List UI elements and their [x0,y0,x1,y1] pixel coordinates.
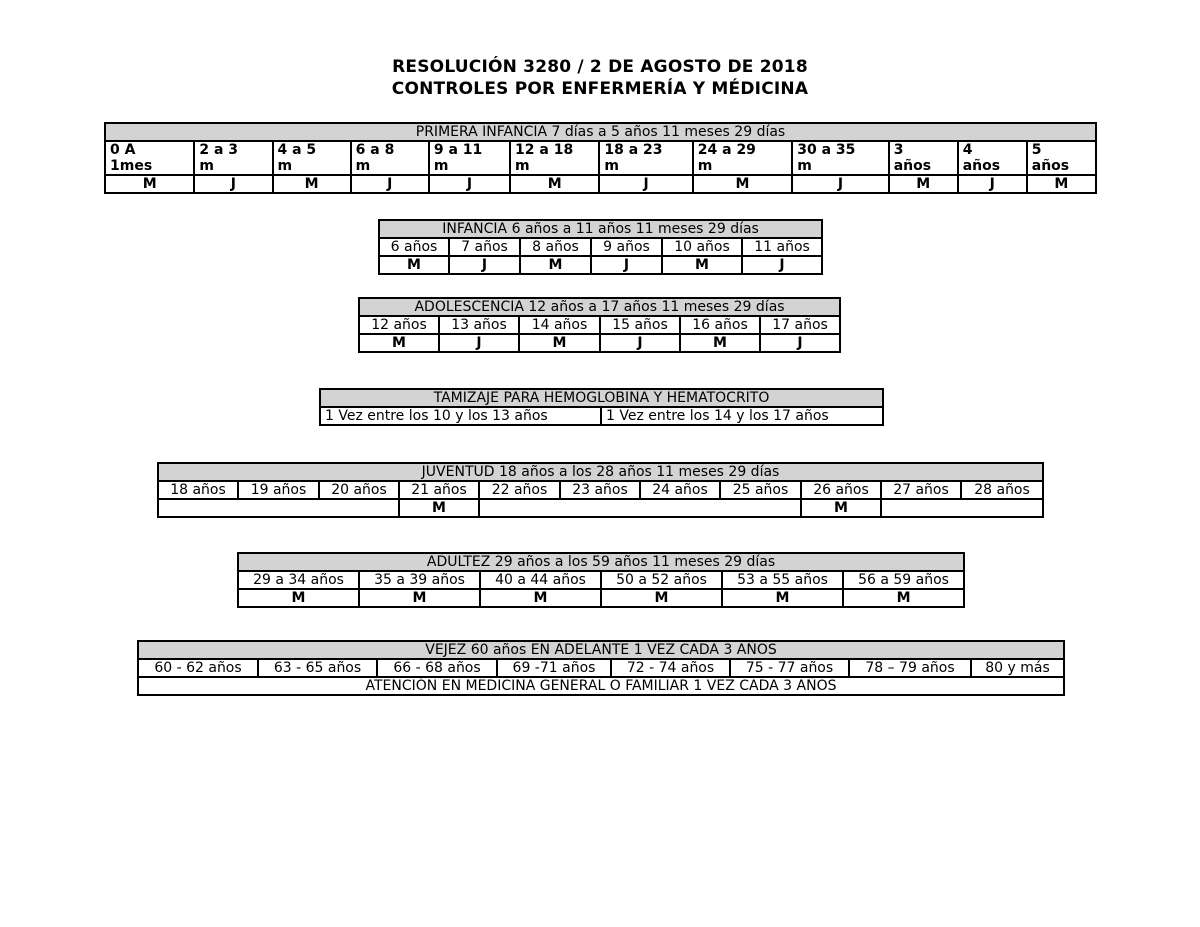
age-cell: 9 años [591,238,662,256]
age-cell: 18 años [158,481,238,499]
age-cell: 2 a 3 m [194,141,272,175]
control-cell: J [351,175,429,193]
age-cell: 5 años [1027,141,1096,175]
title-line-1: RESOLUCIÓN 3280 / 2 DE AGOSTO DE 2018 [392,57,808,77]
age-cell: 20 años [319,481,399,499]
adolescencia-header: ADOLESCENCIA 12 años a 17 años 11 meses 29 días [359,298,840,316]
control-cell [881,499,1043,517]
primera-infancia-header: PRIMERA INFANCIA 7 días a 5 años 11 meses 29 días [105,123,1096,141]
control-cell: M [889,175,958,193]
control-cell: M [379,256,449,274]
age-cell: 75 - 77 años [730,659,849,677]
age-cell: 60 - 62 años [138,659,258,677]
age-cell: 24 años [640,481,720,499]
age-cell: 17 años [760,316,840,334]
age-cell: 9 a 11 m [429,141,510,175]
control-cell: J [194,175,272,193]
age-cell: 72 - 74 años [611,659,730,677]
tamizaje-cell: 1 Vez entre los 14 y los 17 años [601,407,883,425]
infancia-table [378,219,823,275]
age-cell: 69 -71 años [497,659,611,677]
age-cell: 4 años [958,141,1027,175]
vejez-header: VEJEZ 60 años EN ADELANTE 1 VEZ CADA 3 AÑOS [138,641,1064,659]
control-cell: M [843,589,964,607]
control-cell: M [273,175,351,193]
age-cell: 16 años [680,316,760,334]
control-cell: M [1027,175,1096,193]
age-cell: 12 años [359,316,439,334]
control-cell: M [519,334,600,352]
control-cell: J [792,175,888,193]
control-cell: M [722,589,843,607]
age-cell: 13 años [439,316,519,334]
primera-infancia-ages-row [105,141,1096,175]
title-line-2: CONTROLES POR ENFERMERÍA Y MÉDICINA [391,79,809,99]
age-cell: 10 años [662,238,742,256]
control-cell: J [449,256,520,274]
adultez-table [237,552,965,608]
control-cell: J [958,175,1027,193]
juventud-values-row [158,499,1043,517]
vejez-footer: ATENCIÓN EN MEDICINA GENERAL O FAMILIAR 1 VEZ CADA 3 AÑOS [138,677,1064,695]
age-cell: 25 años [720,481,801,499]
control-cell [479,499,801,517]
control-cell: M [693,175,792,193]
age-cell: 24 a 29 m [693,141,792,175]
age-cell: 40 a 44 años [480,571,601,589]
control-cell: M [480,589,601,607]
age-cell: 0 A 1mes [105,141,194,175]
age-cell: 23 años [560,481,640,499]
control-cell [158,499,399,517]
age-cell: 15 años [600,316,680,334]
vejez-table [137,640,1065,696]
age-cell: 4 a 5 m [273,141,351,175]
document-title [0,56,1200,100]
control-cell: M [520,256,591,274]
vejez-ages-row [138,659,1064,677]
control-cell: J [429,175,510,193]
control-cell: J [760,334,840,352]
age-cell: 27 años [881,481,961,499]
adultez-header: ADULTEZ 29 años a los 59 años 11 meses 29 días [238,553,964,571]
tamizaje-header: TAMIZAJE PARA HEMOGLOBINA Y HEMATOCRITO [320,389,883,407]
age-cell: 6 años [379,238,449,256]
control-cell: M [105,175,194,193]
tamizaje-row [320,407,883,425]
tamizaje-cell: 1 Vez entre los 10 y los 13 años [320,407,601,425]
control-cell: J [742,256,822,274]
age-cell: 7 años [449,238,520,256]
age-cell: 6 a 8 m [351,141,429,175]
primera-infancia-table [104,122,1097,194]
control-cell: M [359,589,480,607]
adolescencia-ages-row [359,316,840,334]
control-cell: M [662,256,742,274]
adolescencia-table [358,297,841,353]
vejez-footer-row [138,677,1064,695]
age-cell: 14 años [519,316,600,334]
tamizaje-table [319,388,884,426]
age-cell: 30 a 35 m [792,141,888,175]
age-cell: 26 años [801,481,881,499]
age-cell: 63 - 65 años [258,659,377,677]
control-cell: J [439,334,519,352]
infancia-values-row [379,256,822,274]
control-cell: J [600,334,680,352]
control-cell: J [599,175,692,193]
age-cell: 21 años [399,481,479,499]
age-cell: 8 años [520,238,591,256]
age-cell: 3 años [889,141,958,175]
age-cell: 78 – 79 años [849,659,971,677]
control-cell: M [510,175,599,193]
age-cell: 11 años [742,238,822,256]
control-cell: J [591,256,662,274]
age-cell: 66 - 68 años [377,659,497,677]
age-cell: 18 a 23 m [599,141,692,175]
age-cell: 29 a 34 años [238,571,359,589]
control-cell: M [238,589,359,607]
primera-infancia-values-row [105,175,1096,193]
infancia-header: INFANCIA 6 años a 11 años 11 meses 29 días [379,220,822,238]
control-cell: M [359,334,439,352]
age-cell: 12 a 18 m [510,141,599,175]
age-cell: 28 años [961,481,1043,499]
age-cell: 19 años [238,481,319,499]
control-cell: M [801,499,881,517]
juventud-ages-row [158,481,1043,499]
control-cell: M [601,589,722,607]
juventud-header: JUVENTUD 18 años a los 28 años 11 meses 29 días [158,463,1043,481]
age-cell: 80 y más [971,659,1064,677]
control-cell: M [399,499,479,517]
control-cell: M [680,334,760,352]
adultez-ages-row [238,571,964,589]
juventud-table [157,462,1044,518]
age-cell: 35 a 39 años [359,571,480,589]
age-cell: 53 a 55 años [722,571,843,589]
adultez-values-row [238,589,964,607]
age-cell: 50 a 52 años [601,571,722,589]
age-cell: 56 a 59 años [843,571,964,589]
infancia-ages-row [379,238,822,256]
adolescencia-values-row [359,334,840,352]
age-cell: 22 años [479,481,560,499]
